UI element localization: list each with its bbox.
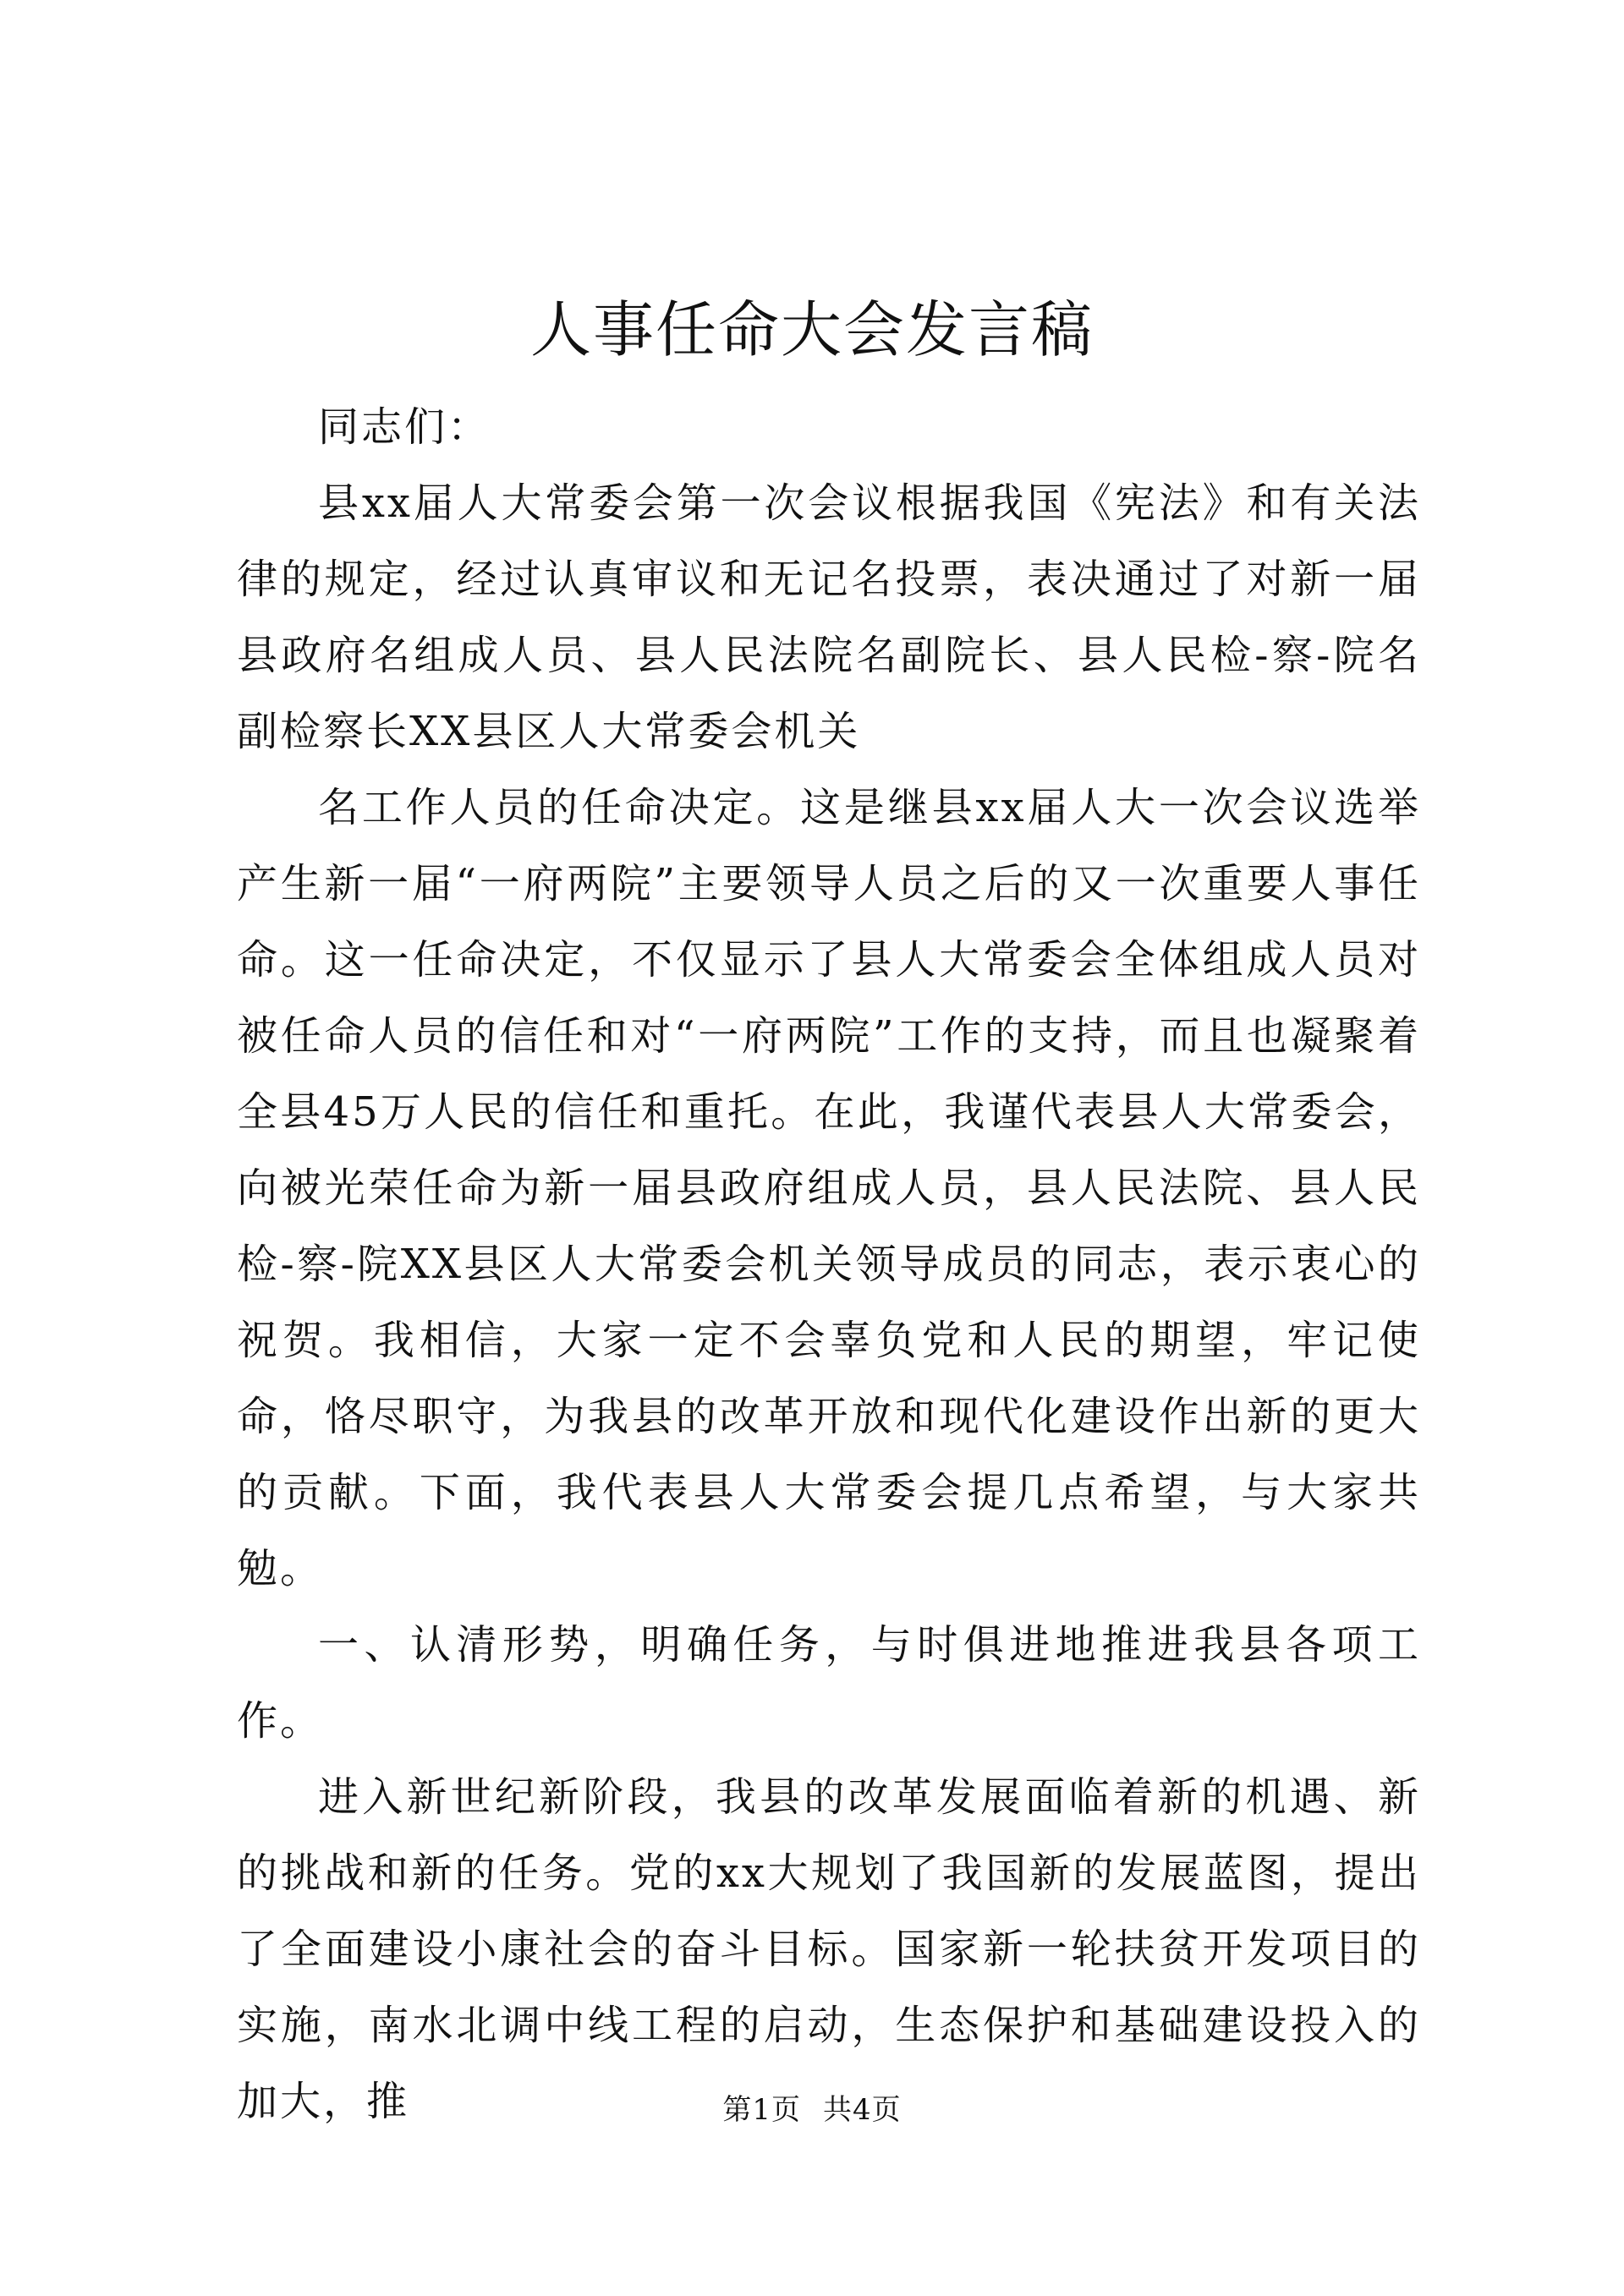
salutation-paragraph: 同志们：: [318, 403, 491, 451]
body-paragraph: 进入新世纪新阶段，我县的改革发展面临着新的机遇、新的挑战和新的任务。党的xx大规划了我国新的发展蓝图，提出了全面建设小康社会的奋斗目标。国家新一轮扶贫开发项目的实施，南水北调中线工程的启动，生态保护和基础建设投入的加大，推: [237, 1773, 1421, 2125]
page-total: 共4页: [823, 2093, 902, 2127]
document-title: 人事任命大会发言稿: [529, 294, 1094, 365]
body-paragraph: 县xx届人大常委会第一次会议根据我国《宪法》和有关法律的规定，经过认真审议和无记名投票，表决通过了对新一届县政府名组成人员、县人民法院名副院长、县人民检-察-院名副检察长XX县区人大常委会机关: [237, 479, 1421, 755]
body-paragraph: 名工作人员的任命决定。这是继县xx届人大一次会议选举产生新一届“一府两院”主要领导人员之后的又一次重要人事任命。这一任命决定，不仅显示了县人大常委会全体组成人员对被任命人员的信任和对“一府两院”工作的支持，而且也凝聚着全县45万人民的信任和重托。在此，我谨代表县人大常委会，向被光荣任命为新一届县政府组成人员，县人民法院、县人民检-察-院XX县区人大常委会机关领导成员的同志，表示衷心的祝贺。我相信，大家一定不会辜负党和人民的期望，牢记使命，恪尽职守，为我县的改革开放和现代化建设作出新的更大的贡献。下面，我代表县人大常委会提几点希望，与大家共勉。: [237, 784, 1421, 1592]
page-footer: [0, 2089, 1624, 2131]
document-body: [237, 389, 1421, 2140]
page-number: 第1页: [722, 2093, 801, 2127]
section-heading-paragraph: 一、认清形势，明确任务，与时俱进地推进我县各项工作。: [237, 1621, 1421, 1745]
